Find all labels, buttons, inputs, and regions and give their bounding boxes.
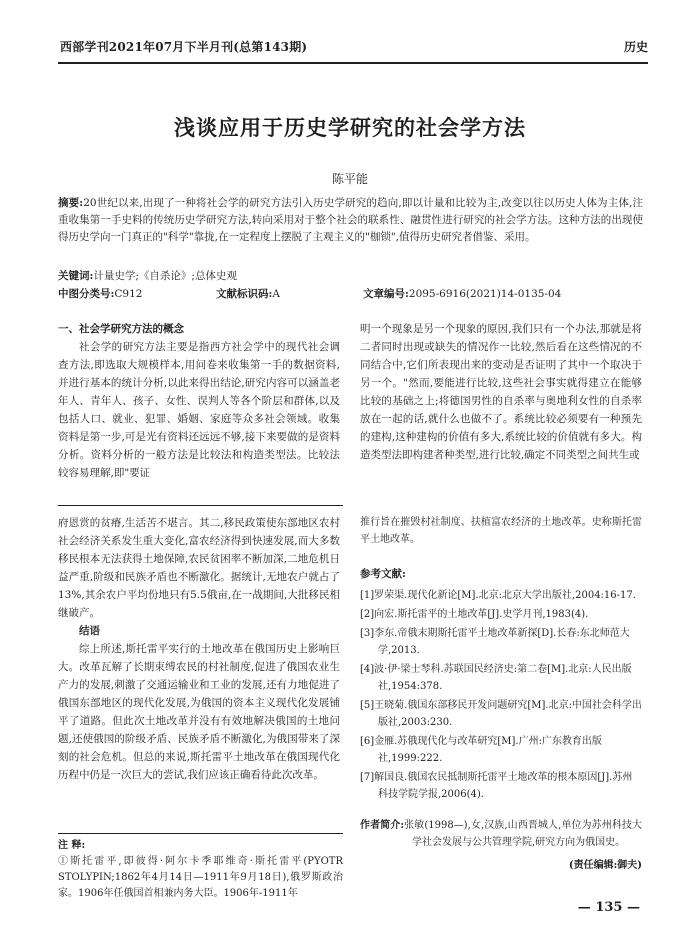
keywords-label: 关键词: <box>58 270 94 282</box>
author-bio-text: 张敏(1998—),女,汉族,山西晋城人,单位为苏州科技大学社会发展与公共管理学院,研究方向为俄国史。 <box>404 820 642 848</box>
abstract-label: 摘要: <box>58 197 84 209</box>
doc-code <box>216 286 280 303</box>
reference-item: [7]解国良.俄国农民抵制斯托雷平土地改革的根本原因[J].苏州科技学院学报,2006(4). <box>360 772 633 800</box>
conclusion-paragraph: 综上所述,斯托雷平实行的土地改革在俄国历史上影响巨大。改革瓦解了长期束缚农民的村社制度,促进了俄国农业生产力的发展,刺激了交通运输业和工业的发展,还有力地促进了俄国东部地区的现代化发展,为俄国的资本主义现代化发展铺平了道路。但此次土地改革并没有有效地解决俄国的土地问题,还使俄国的阶级矛盾、民族矛盾不断激化,为俄国带来了深刻的社会危机。但总的来说,斯托雷平土地改革在俄国现代化历程中仍是一次巨大的尝试,我们应该正确看待此次改革。 <box>58 643 340 781</box>
responsible-editor: (责任编辑:御夫) <box>568 860 642 871</box>
notes-heading: 注 释: <box>58 840 86 851</box>
article-title: 浅谈应用于历史学研究的社会学方法 <box>174 115 526 140</box>
reference-item: [6]金雁.苏俄现代化与改革研究[M].广州:广东教育出版社,1999:222. <box>360 736 602 764</box>
author-bio <box>360 817 642 851</box>
header-rule <box>58 62 648 64</box>
notes-text: ①斯托雷平,即彼得·阿尔卡季耶维奇·斯托雷平(PYOTR STOLYPIN;1862年4月14日—1911年9月18日),俄罗斯政治家。1906年任俄国首相兼内务大臣。1906年-1911年 <box>58 856 343 899</box>
reference-list <box>360 587 642 803</box>
abstract <box>58 195 643 246</box>
doc-label: 文献标识码: <box>216 288 273 300</box>
doc-value: A <box>272 288 280 300</box>
section-heading-1: 一、社会学研究方法的概念 <box>58 323 184 335</box>
clc-label: 中图分类号: <box>58 288 115 300</box>
reference-item: [4]波·伊·梁士琴科.苏联国民经济史:第二卷[M].北京:人民出版社,1954:378. <box>360 664 632 692</box>
clc-value: C912 <box>114 288 143 300</box>
reference-item: [3]李东.帝俄末期斯托雷平土地改革新探[D].长春:东北师范大学,2013. <box>360 628 630 656</box>
keywords <box>58 268 643 285</box>
note-continuation: 推行旨在摧毁村社制度、扶植富农经济的土地改革。史称斯托雷平土地改革。 <box>360 517 642 545</box>
notes <box>58 838 343 902</box>
left-column-bottom <box>58 514 340 784</box>
article-number <box>363 286 561 303</box>
right-column-bottom <box>360 514 642 874</box>
page-number: — 135 — <box>577 900 640 915</box>
section-label: 历史 <box>623 40 648 54</box>
left-column-top <box>58 320 340 482</box>
abstract-text: 20世纪以来,出现了一种将社会学的研究方法引入历史学研究的趋向,即以计量和比较为主,改变以往以历史人体为主体,注重收集第一手史料的传统历史学研究方法,转向采用对于整个社会的联系性、融贯性进行研究的社会学方法。这种方法的出现使得历史学向一门真正的"科学"靠拢,在一定程度上摆脱了主观主义的"枷锁",值得历史研究者借鉴、采用。 <box>58 197 643 243</box>
reference-item: [5]王晓菊.俄国东部移民开发问题研究[M].北京:中国社会科学出版社,2003:230. <box>360 700 642 728</box>
references-heading: 参考文献: <box>360 568 406 580</box>
right-top-paragraph: 明一个现象是另一个现象的原因,我们只有一个办法,那就是将二者同时出现或缺失的情况作一比较,然后看在这些情况的不同结合中,它们所表现出来的变动是否证明了其中一个取决于另一个。"然而,要能进行比较,这些社会事实就得建立在能够比较的基础之上;将德国男性的自杀率与奥地利女性的自杀率放在一起的话,就什么也做不了。系统比较必须要有一种预先的建构,这种建构的价值有多大,系统比较的价值就有多大。构造类型法即构建者种类型,进行比较,确定不同类型之间共生或 <box>360 323 642 461</box>
article-label: 文章编号: <box>363 288 409 300</box>
reference-item: [1]罗荣渠.现代化新论[M].北京:北京大学出版社,2004:16-17. <box>360 590 636 601</box>
author-bio-label: 作者简介: <box>360 820 405 831</box>
keywords-text: 计量史学;《自杀论》;总体史观 <box>93 270 237 282</box>
left-bottom-paragraph-1: 府恩赏的贫瘠,生活苦不堪言。其二,移民政策使东部地区农村社会经济关系发生重大变化,富农经济得到快速发展,而大多数移民根本无法获得土地保障,农民贫困率不断加深,二地危机日益严重,阶级和民族矛盾也不断激化。据统计,无地农户就占了13%,其余农户平均份地只有5.5俄亩,在一战期间,大批移民相继破产。 <box>58 517 340 619</box>
article-author: 陈平能 <box>331 172 368 186</box>
conclusion-heading: 结语 <box>79 625 100 637</box>
journal-header: 西部学刊2021年07月下半月刊(总第143期) <box>60 40 308 54</box>
reference-item: [2]向宏.斯托雷平的土地改革[J].史学月刊,1983(4). <box>360 609 589 620</box>
left-top-paragraph: 社会学的研究方法主要是指西方社会学中的现代社会调查方法,即选取大规模样本,用问卷来收集第一手的数据资料,并进行基本的统计分析,以此来得出结论,研究内容可以涵盖老年人、青年人、孩子、女性、误判人等各个阶层和群体,以及包括人口、就业、犯罪、婚姻、家庭等众多社会领域。收集资料是第一步,可是光有资料还远远不够,接下来要做的是资料分析。资料分析的一般方法是比较法和构造类型法。比较法较容易理解,即"要证 <box>58 341 340 479</box>
clc-code <box>58 286 142 303</box>
right-column-top <box>360 320 642 464</box>
notes-rule <box>58 833 343 834</box>
section-divider <box>58 505 343 506</box>
article-value: 2095-6916(2021)14-0135-04 <box>408 288 562 300</box>
